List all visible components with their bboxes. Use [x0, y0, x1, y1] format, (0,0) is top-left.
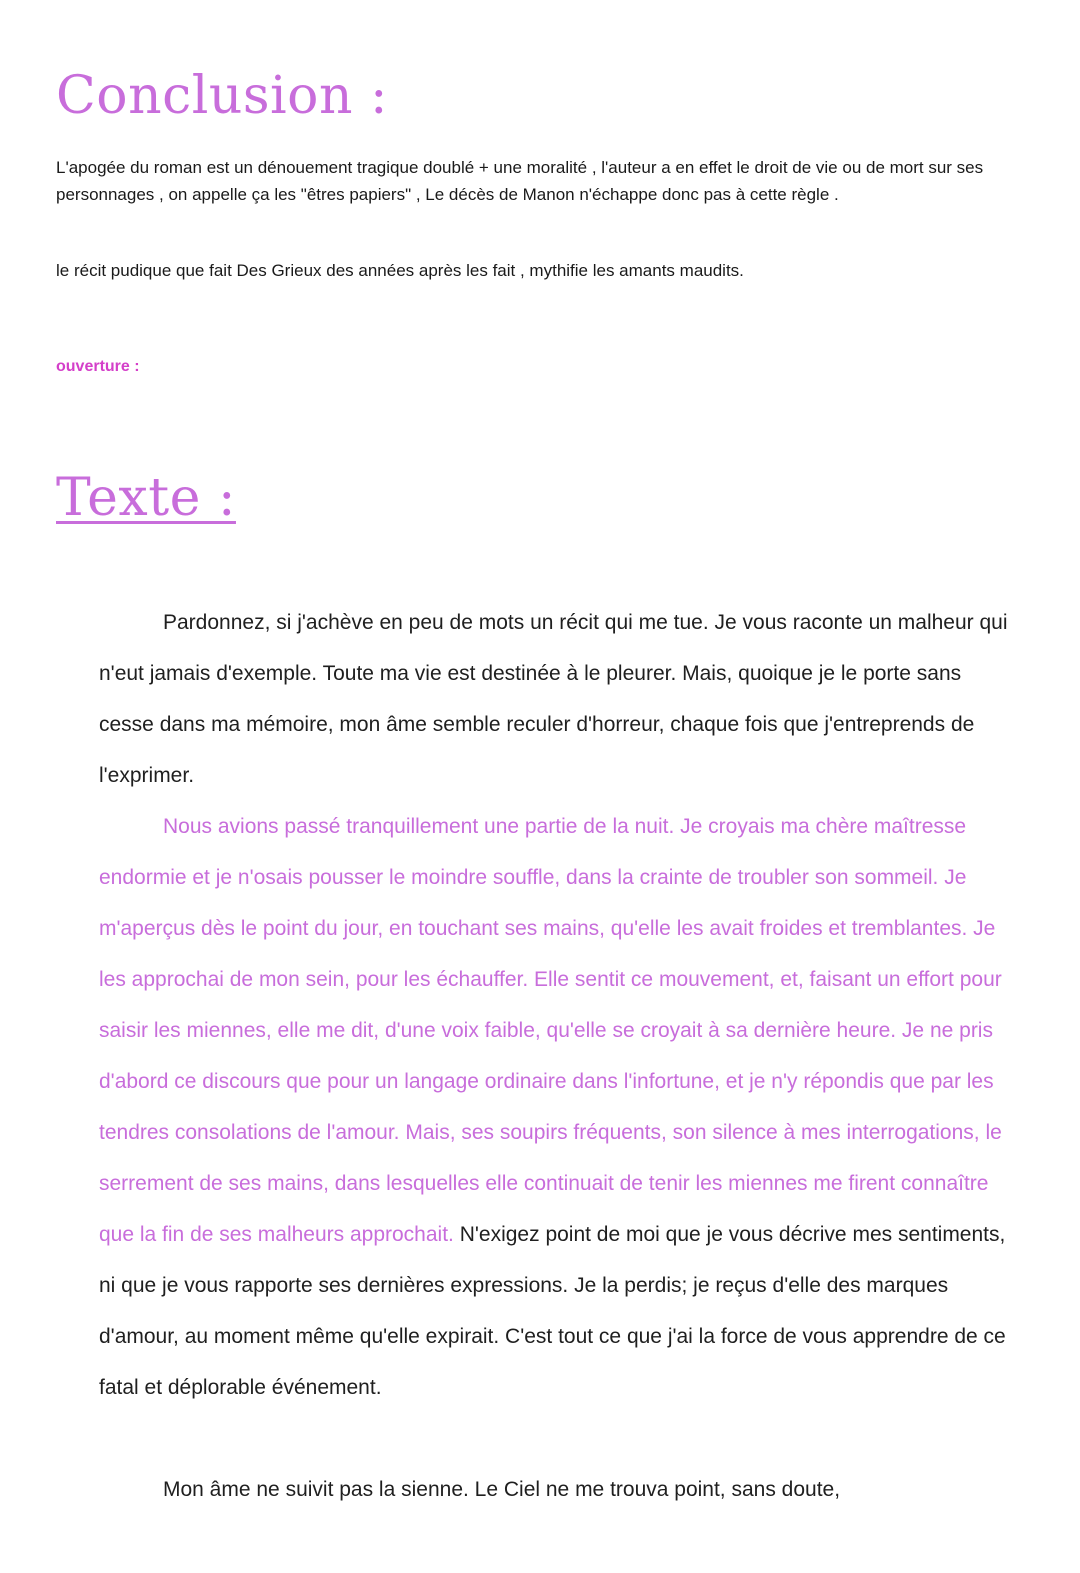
text-paragraph-2-rest: N'exigez point de moi que je vous décrive mes sentiments, ni que je vous rapporte ses dernières expressions. Je la perdis; je reçus d'elle des marques d'amour, au moment même qu'elle expirait. C'est tout ce que j'ai la force de vous apprendre de ce fatal et déplorable événement.	[99, 1223, 1006, 1399]
texte-heading: Texte :	[56, 468, 236, 528]
text-paragraph-1-content: Pardonnez, si j'achève en peu de mots un récit qui me tue. Je vous raconte un malheur qui n'eut jamais d'exemple. Toute ma vie est destinée à le pleurer. Mais, quoique je le porte sans cesse dans ma mémoire, mon âme semble reculer d'horreur, chaque fois que j'entreprends de l'exprimer.	[99, 611, 1008, 787]
text-paragraph-3	[99, 1464, 1009, 1515]
text-paragraph-1	[99, 597, 1009, 801]
conclusion-heading: Conclusion :	[56, 66, 388, 126]
conclusion-paragraph-2: le récit pudique que fait Des Grieux des années après les fait , mythifie les amants maudits.	[56, 261, 744, 280]
conclusion-paragraph: L'apogée du roman est un dénouement tragique doublé + une moralité , l'auteur a en effet le droit de vie ou de mort sur ses personnages , on appelle ça les "êtres papiers" , Le décès de Manon n'échappe donc pas à cette règle .	[56, 158, 984, 204]
ouverture-label: ouverture :	[56, 358, 140, 375]
text-paragraph-2	[99, 801, 1009, 1413]
text-paragraph-3-content: Mon âme ne suivit pas la sienne. Le Ciel ne me trouva point, sans doute,	[163, 1478, 841, 1501]
highlighted-passage: Nous avions passé tranquillement une partie de la nuit. Je croyais ma chère maîtresse endormie et je n'osais pousser le moindre souffle, dans la crainte de troubler son sommeil. Je m'aperçus dès le point du jour, en touchant ses mains, qu'elle les avait froides et tremblantes. Je les approchai de mon sein, pour les échauffer. Elle sentit ce mouvement, et, faisant un effort pour saisir les miennes, elle me dit, d'une voix faible, qu'elle se croyait à sa dernière heure. Je ne pris d'abord ce discours que pour un langage ordinaire dans l'infortune, et je n'y répondis que par les tendres consolations de l'amour. Mais, ses soupirs fréquents, son silence à mes interrogations, le serrement de ses mains, dans lesquelles elle continuait de tenir les miennes me firent connaître que la fin de ses malheurs approchait.	[99, 815, 1002, 1246]
